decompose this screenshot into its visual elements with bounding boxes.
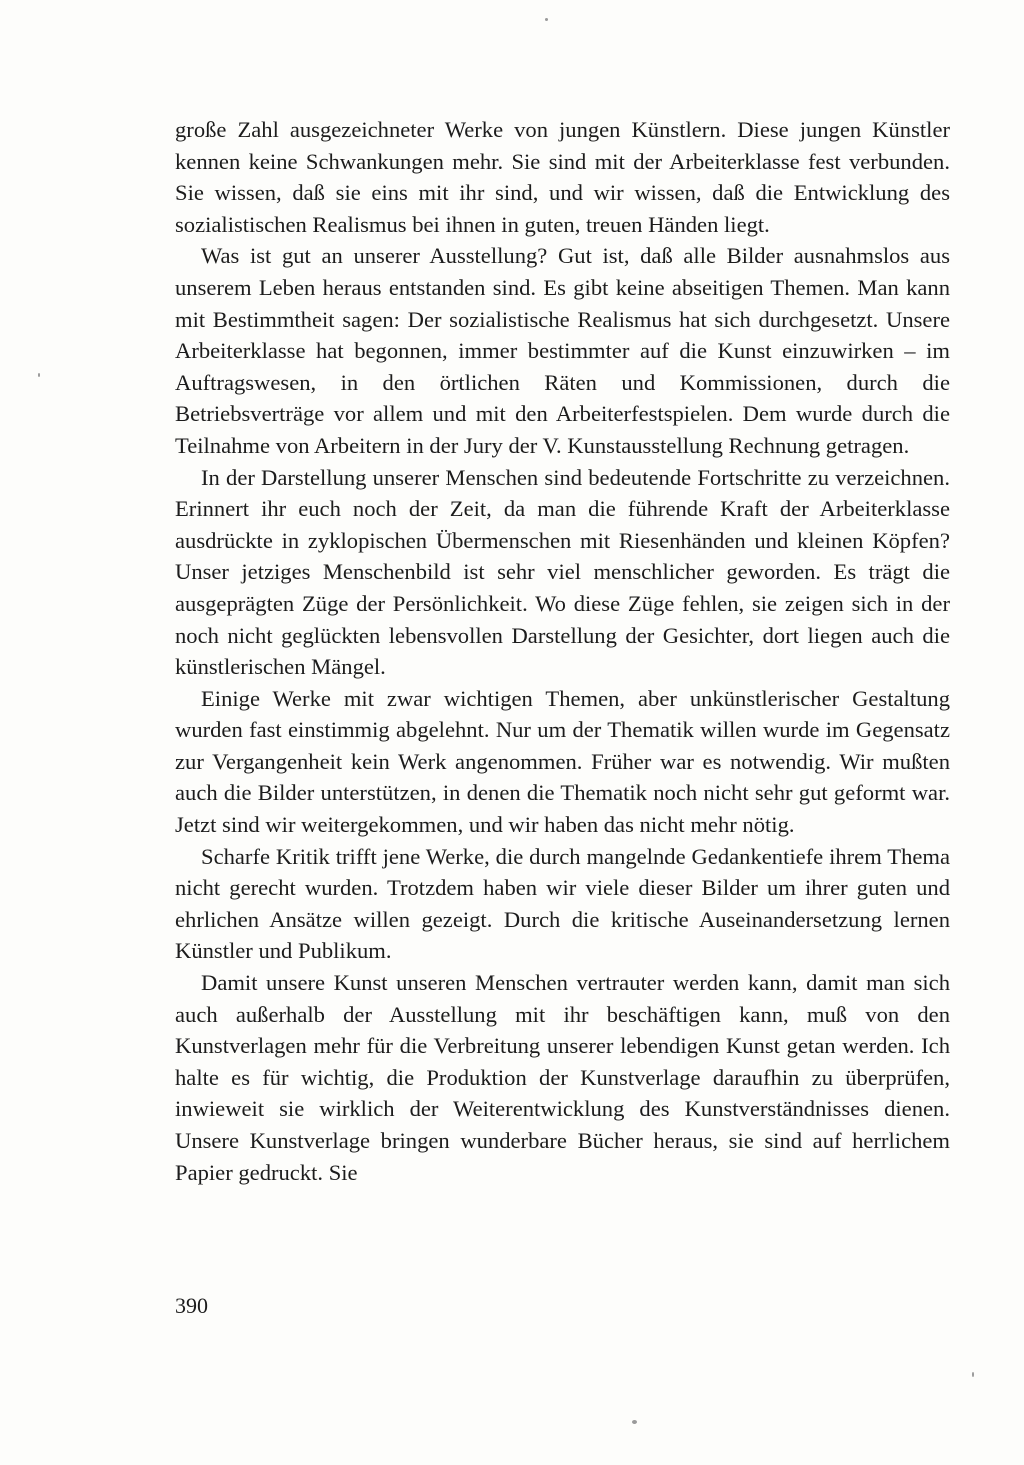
paragraph-1: große Zahl ausgezeichneter Werke von jungen Künstlern. Diese jungen Künstler kennen keine Schwankungen mehr. Sie sind mit der Arbeiterklasse fest verbunden. Sie wissen, daß sie eins mit ihr sind, und wir wissen, daß die Entwicklung des sozialistischen Realismus bei ihnen in guten, treuen Händen liegt. bbox=[175, 117, 950, 237]
scan-speck bbox=[972, 1372, 974, 1377]
page-number: 390 bbox=[175, 1293, 208, 1318]
scan-speck bbox=[38, 373, 40, 377]
paragraph-2: Was ist gut an unserer Ausstellung? Gut ist, daß alle Bilder ausnahmslos aus unserem Leben heraus entstanden sind. Es gibt keine abseitigen Themen. Man kann mit Bestimmtheit sagen: Der sozialistische Realismus hat sich durchgesetzt. Unsere Arbeiterklasse hat begonnen, immer bestimmter auf die Kunst einzuwirken – im Auftragswesen, in den örtlichen Räten und Kommissionen, durch die Betriebsverträge vor allem und mit den Arbeiterfestspielen. Dem wurde durch die Teilnahme von Arbeitern in der Jury der V. Kunstausstellung Rechnung getragen. bbox=[175, 243, 950, 458]
scan-speck bbox=[632, 1420, 637, 1424]
scan-speck bbox=[545, 18, 548, 21]
paragraph-3: In der Darstellung unserer Menschen sind bedeutende Fortschritte zu verzeichnen. Erinnert ihr euch noch der Zeit, da man die führende Kraft der Arbeiterklasse ausdrückte in zyklopischen Übermenschen mit Riesenhänden und kleinen Köpfen? Unser jetziges Menschenbild ist sehr viel menschlicher geworden. Es trägt die ausgeprägten Züge der Persönlichkeit. Wo diese Züge fehlen, sie zeigen sich in der noch nicht geglückten lebensvollen Darstellung der Gesichter, dort liegen auch die künstlerischen Mängel. bbox=[175, 464, 950, 680]
paragraph-6: Damit unsere Kunst unseren Menschen vertrauter werden kann, damit man sich auch außerhalb der Ausstellung mit ihr beschäftigen kann, muß von den Kunstverlagen mehr für die Verbreitung unserer lebendigen Kunst getan werden. Ich halte es für wichtig, die Produktion der Kunstverlage daraufhin zu überprüfen, inwieweit sie wirklich der Weiterentwicklung des Kunstverständnisses dienen. Unsere Kunstverlage bringen wunderbare Bücher heraus, sie sind auf herrlichem Papier gedruckt. Sie bbox=[175, 970, 950, 1185]
body-text bbox=[175, 114, 950, 1188]
paragraph-5: Scharfe Kritik trifft jene Werke, die durch mangelnde Gedankentiefe ihrem Thema nicht gerecht wurden. Trotzdem haben wir viele dieser Bilder um ihrer guten und ehrlichen Ansätze willen gezeigt. Durch die kritische Auseinandersetzung lernen Künstler und Publikum. bbox=[175, 843, 950, 964]
paragraph-4: Einige Werke mit zwar wichtigen Themen, aber unkünstlerischer Gestaltung wurden fast einstimmig abgelehnt. Nur um der Thematik willen wurde im Gegensatz zur Vergangenheit kein Werk angenommen. Früher war es notwendig. Wir mußten auch die Bilder unterstützen, in denen die Thematik noch nicht sehr gut geformt war. Jetzt sind wir weitergekommen, und wir haben das nicht mehr nötig. bbox=[175, 685, 950, 838]
